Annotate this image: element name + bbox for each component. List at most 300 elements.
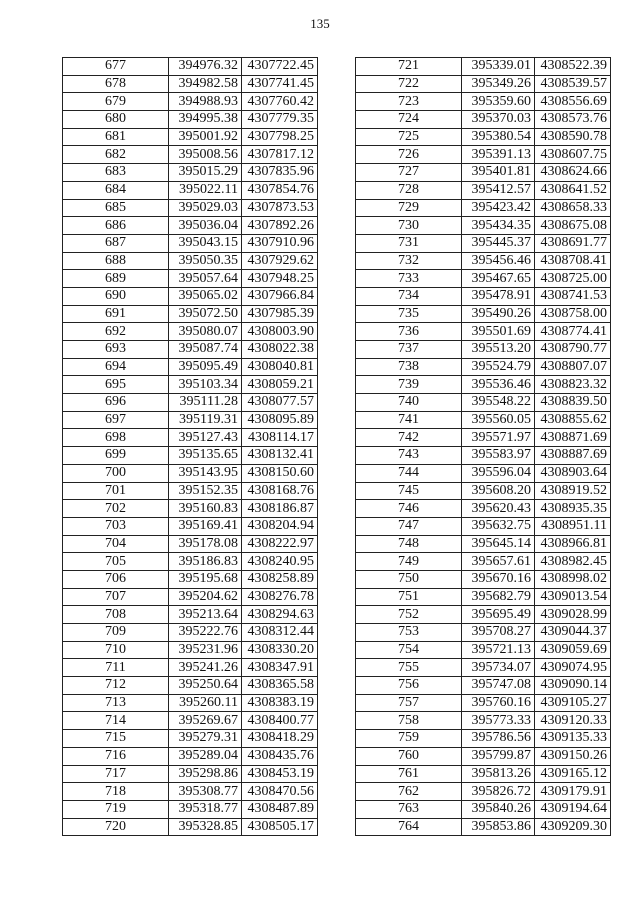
table-row	[356, 677, 611, 695]
point-number-cell: 698	[63, 429, 169, 447]
table-row	[63, 58, 318, 76]
y-coordinate-cell: 4309074.95	[535, 659, 611, 677]
x-coordinate-cell: 395608.20	[462, 482, 535, 500]
point-number-cell: 756	[356, 677, 462, 695]
point-number-cell: 730	[356, 217, 462, 235]
table-row	[63, 624, 318, 642]
y-coordinate-cell: 4307798.25	[242, 128, 318, 146]
table-row	[356, 270, 611, 288]
point-number-cell: 688	[63, 252, 169, 270]
y-coordinate-cell: 4308400.77	[242, 712, 318, 730]
table-row	[356, 75, 611, 93]
y-coordinate-cell: 4308453.19	[242, 765, 318, 783]
y-coordinate-cell: 4307779.35	[242, 111, 318, 129]
y-coordinate-cell: 4308774.41	[535, 323, 611, 341]
table-row	[63, 588, 318, 606]
table-row	[63, 270, 318, 288]
x-coordinate-cell: 395571.97	[462, 429, 535, 447]
point-number-cell: 722	[356, 75, 462, 93]
point-number-cell: 695	[63, 376, 169, 394]
x-coordinate-cell: 395490.26	[462, 305, 535, 323]
y-coordinate-cell: 4308855.62	[535, 411, 611, 429]
point-number-cell: 731	[356, 234, 462, 252]
table-row	[356, 341, 611, 359]
point-number-cell: 710	[63, 641, 169, 659]
point-number-cell: 726	[356, 146, 462, 164]
point-number-cell: 714	[63, 712, 169, 730]
point-number-cell: 691	[63, 305, 169, 323]
point-number-cell: 728	[356, 181, 462, 199]
point-number-cell: 682	[63, 146, 169, 164]
table-row	[356, 305, 611, 323]
x-coordinate-cell: 395467.65	[462, 270, 535, 288]
point-number-cell: 690	[63, 287, 169, 305]
y-coordinate-cell: 4308276.78	[242, 588, 318, 606]
table-row	[63, 535, 318, 553]
x-coordinate-cell: 395478.91	[462, 287, 535, 305]
x-coordinate-cell: 395103.34	[169, 376, 242, 394]
point-number-cell: 701	[63, 482, 169, 500]
x-coordinate-cell: 395583.97	[462, 447, 535, 465]
point-number-cell: 740	[356, 394, 462, 412]
x-coordinate-cell: 395289.04	[169, 747, 242, 765]
point-number-cell: 739	[356, 376, 462, 394]
y-coordinate-cell: 4308708.41	[535, 252, 611, 270]
y-coordinate-cell: 4308095.89	[242, 411, 318, 429]
x-coordinate-cell: 395349.26	[462, 75, 535, 93]
y-coordinate-cell: 4308839.50	[535, 394, 611, 412]
y-coordinate-cell: 4309120.33	[535, 712, 611, 730]
table-row	[63, 606, 318, 624]
x-coordinate-cell: 395231.96	[169, 641, 242, 659]
table-row	[356, 500, 611, 518]
x-coordinate-cell: 395169.41	[169, 517, 242, 535]
x-coordinate-cell: 395760.16	[462, 694, 535, 712]
x-coordinate-cell: 395799.87	[462, 747, 535, 765]
point-number-cell: 713	[63, 694, 169, 712]
y-coordinate-cell: 4308330.20	[242, 641, 318, 659]
y-coordinate-cell: 4308741.53	[535, 287, 611, 305]
table-row	[356, 146, 611, 164]
point-number-cell: 745	[356, 482, 462, 500]
point-number-cell: 763	[356, 800, 462, 818]
x-coordinate-cell: 395127.43	[169, 429, 242, 447]
x-coordinate-cell: 395513.20	[462, 341, 535, 359]
y-coordinate-cell: 4307722.45	[242, 58, 318, 76]
table-row	[356, 358, 611, 376]
x-coordinate-cell: 395186.83	[169, 553, 242, 571]
y-coordinate-cell: 4307948.25	[242, 270, 318, 288]
x-coordinate-cell: 395826.72	[462, 783, 535, 801]
y-coordinate-cell: 4308919.52	[535, 482, 611, 500]
y-coordinate-cell: 4309194.64	[535, 800, 611, 818]
table-row	[356, 128, 611, 146]
table-row	[356, 712, 611, 730]
y-coordinate-cell: 4308790.77	[535, 341, 611, 359]
table-row	[356, 234, 611, 252]
x-coordinate-cell: 395178.08	[169, 535, 242, 553]
table-row	[356, 730, 611, 748]
x-coordinate-cell: 395670.16	[462, 570, 535, 588]
point-number-cell: 699	[63, 447, 169, 465]
y-coordinate-cell: 4308807.07	[535, 358, 611, 376]
point-number-cell: 708	[63, 606, 169, 624]
table-row	[63, 517, 318, 535]
y-coordinate-cell: 4308982.45	[535, 553, 611, 571]
point-number-cell: 732	[356, 252, 462, 270]
y-coordinate-cell: 4308871.69	[535, 429, 611, 447]
point-number-cell: 755	[356, 659, 462, 677]
table-row	[63, 482, 318, 500]
y-coordinate-cell: 4308186.87	[242, 500, 318, 518]
y-coordinate-cell: 4308204.94	[242, 517, 318, 535]
table-row	[356, 517, 611, 535]
y-coordinate-cell: 4308114.17	[242, 429, 318, 447]
point-number-cell: 743	[356, 447, 462, 465]
table-row	[356, 323, 611, 341]
table-row	[356, 553, 611, 571]
y-coordinate-cell: 4308312.44	[242, 624, 318, 642]
table-row	[63, 747, 318, 765]
x-coordinate-cell: 395057.64	[169, 270, 242, 288]
y-coordinate-cell: 4308590.78	[535, 128, 611, 146]
table-row	[356, 535, 611, 553]
y-coordinate-cell: 4308725.00	[535, 270, 611, 288]
y-coordinate-cell: 4308539.57	[535, 75, 611, 93]
table-row	[356, 747, 611, 765]
x-coordinate-cell: 395721.13	[462, 641, 535, 659]
x-coordinate-cell: 395548.22	[462, 394, 535, 412]
table-row	[356, 411, 611, 429]
table-row	[63, 75, 318, 93]
table-row	[63, 376, 318, 394]
x-coordinate-cell: 395250.64	[169, 677, 242, 695]
x-coordinate-cell: 395620.43	[462, 500, 535, 518]
point-number-cell: 705	[63, 553, 169, 571]
y-coordinate-cell: 4308365.58	[242, 677, 318, 695]
table-row	[63, 800, 318, 818]
y-coordinate-cell: 4309105.27	[535, 694, 611, 712]
point-number-cell: 678	[63, 75, 169, 93]
x-coordinate-cell: 395241.26	[169, 659, 242, 677]
table-row	[63, 217, 318, 235]
point-number-cell: 692	[63, 323, 169, 341]
x-coordinate-cell: 395423.42	[462, 199, 535, 217]
x-coordinate-cell: 395119.31	[169, 411, 242, 429]
x-coordinate-cell: 395596.04	[462, 464, 535, 482]
point-number-cell: 735	[356, 305, 462, 323]
x-coordinate-cell: 395560.05	[462, 411, 535, 429]
point-number-cell: 715	[63, 730, 169, 748]
x-coordinate-cell: 395050.35	[169, 252, 242, 270]
x-coordinate-cell: 395328.85	[169, 818, 242, 836]
x-coordinate-cell: 395501.69	[462, 323, 535, 341]
x-coordinate-cell: 395456.46	[462, 252, 535, 270]
table-row	[356, 694, 611, 712]
y-coordinate-cell: 4309090.14	[535, 677, 611, 695]
table-row	[63, 712, 318, 730]
table-row	[63, 146, 318, 164]
table-row	[63, 464, 318, 482]
y-coordinate-cell: 4307835.96	[242, 164, 318, 182]
y-coordinate-cell: 4309013.54	[535, 588, 611, 606]
table-row	[63, 111, 318, 129]
y-coordinate-cell: 4308505.17	[242, 818, 318, 836]
x-coordinate-cell: 395380.54	[462, 128, 535, 146]
y-coordinate-cell: 4308418.29	[242, 730, 318, 748]
point-number-cell: 729	[356, 199, 462, 217]
x-coordinate-cell: 395682.79	[462, 588, 535, 606]
y-coordinate-cell: 4308487.89	[242, 800, 318, 818]
x-coordinate-cell: 394976.32	[169, 58, 242, 76]
x-coordinate-cell: 395213.64	[169, 606, 242, 624]
point-number-cell: 716	[63, 747, 169, 765]
x-coordinate-cell: 395308.77	[169, 783, 242, 801]
point-number-cell: 754	[356, 641, 462, 659]
x-coordinate-cell: 395370.03	[462, 111, 535, 129]
y-coordinate-cell: 4308935.35	[535, 500, 611, 518]
x-coordinate-cell: 395318.77	[169, 800, 242, 818]
x-coordinate-cell: 395143.95	[169, 464, 242, 482]
point-number-cell: 681	[63, 128, 169, 146]
x-coordinate-cell: 395269.67	[169, 712, 242, 730]
point-number-cell: 744	[356, 464, 462, 482]
point-number-cell: 750	[356, 570, 462, 588]
table-row	[63, 93, 318, 111]
x-coordinate-cell: 395001.92	[169, 128, 242, 146]
table-row	[63, 677, 318, 695]
table-row	[356, 624, 611, 642]
x-coordinate-cell: 395632.75	[462, 517, 535, 535]
point-number-cell: 764	[356, 818, 462, 836]
table-row	[63, 730, 318, 748]
y-coordinate-cell: 4308470.56	[242, 783, 318, 801]
x-coordinate-cell: 395195.68	[169, 570, 242, 588]
y-coordinate-cell: 4308040.81	[242, 358, 318, 376]
table-row	[63, 305, 318, 323]
x-coordinate-cell: 395036.04	[169, 217, 242, 235]
y-coordinate-cell: 4309179.91	[535, 783, 611, 801]
table-row	[356, 464, 611, 482]
point-number-cell: 753	[356, 624, 462, 642]
y-coordinate-cell: 4307817.12	[242, 146, 318, 164]
point-number-cell: 723	[356, 93, 462, 111]
y-coordinate-cell: 4308059.21	[242, 376, 318, 394]
y-coordinate-cell: 4308998.02	[535, 570, 611, 588]
x-coordinate-cell: 395087.74	[169, 341, 242, 359]
point-number-cell: 736	[356, 323, 462, 341]
y-coordinate-cell: 4308003.90	[242, 323, 318, 341]
x-coordinate-cell: 395657.61	[462, 553, 535, 571]
point-number-cell: 696	[63, 394, 169, 412]
y-coordinate-cell: 4309044.37	[535, 624, 611, 642]
y-coordinate-cell: 4309135.33	[535, 730, 611, 748]
x-coordinate-cell: 395008.56	[169, 146, 242, 164]
y-coordinate-cell: 4307929.62	[242, 252, 318, 270]
y-coordinate-cell: 4307892.26	[242, 217, 318, 235]
x-coordinate-cell: 395708.27	[462, 624, 535, 642]
point-number-cell: 741	[356, 411, 462, 429]
point-number-cell: 751	[356, 588, 462, 606]
point-number-cell: 738	[356, 358, 462, 376]
table-row	[63, 553, 318, 571]
point-number-cell: 686	[63, 217, 169, 235]
x-coordinate-cell: 395279.31	[169, 730, 242, 748]
table-row	[356, 765, 611, 783]
table-row	[63, 128, 318, 146]
x-coordinate-cell: 395359.60	[462, 93, 535, 111]
y-coordinate-cell: 4308951.11	[535, 517, 611, 535]
page-number: 135	[310, 16, 330, 31]
point-number-cell: 727	[356, 164, 462, 182]
table-row	[356, 394, 611, 412]
point-number-cell: 685	[63, 199, 169, 217]
table-row	[63, 641, 318, 659]
table-row	[356, 570, 611, 588]
x-coordinate-cell: 395111.28	[169, 394, 242, 412]
point-number-cell: 702	[63, 500, 169, 518]
table-row	[63, 411, 318, 429]
point-number-cell: 759	[356, 730, 462, 748]
y-coordinate-cell: 4308258.89	[242, 570, 318, 588]
table-row	[356, 588, 611, 606]
point-number-cell: 687	[63, 234, 169, 252]
table-row	[63, 429, 318, 447]
y-coordinate-cell: 4307873.53	[242, 199, 318, 217]
y-coordinate-cell: 4307760.42	[242, 93, 318, 111]
point-number-cell: 760	[356, 747, 462, 765]
point-number-cell: 689	[63, 270, 169, 288]
point-number-cell: 748	[356, 535, 462, 553]
table-row	[63, 234, 318, 252]
table-row	[356, 217, 611, 235]
y-coordinate-cell: 4308077.57	[242, 394, 318, 412]
y-coordinate-cell: 4309150.26	[535, 747, 611, 765]
x-coordinate-cell: 395222.76	[169, 624, 242, 642]
x-coordinate-cell: 395695.49	[462, 606, 535, 624]
point-number-cell: 704	[63, 535, 169, 553]
x-coordinate-cell: 395065.02	[169, 287, 242, 305]
table-row	[356, 287, 611, 305]
table-row	[356, 482, 611, 500]
y-coordinate-cell: 4308556.69	[535, 93, 611, 111]
x-coordinate-cell: 395260.11	[169, 694, 242, 712]
y-coordinate-cell: 4308347.91	[242, 659, 318, 677]
point-number-cell: 725	[356, 128, 462, 146]
table-row	[63, 570, 318, 588]
point-number-cell: 747	[356, 517, 462, 535]
y-coordinate-cell: 4309209.30	[535, 818, 611, 836]
point-number-cell: 694	[63, 358, 169, 376]
x-coordinate-cell: 395022.11	[169, 181, 242, 199]
y-coordinate-cell: 4308435.76	[242, 747, 318, 765]
table-row	[63, 181, 318, 199]
table-row	[63, 252, 318, 270]
y-coordinate-cell: 4308758.00	[535, 305, 611, 323]
x-coordinate-cell: 395434.35	[462, 217, 535, 235]
y-coordinate-cell: 4308573.76	[535, 111, 611, 129]
point-number-cell: 761	[356, 765, 462, 783]
y-coordinate-cell: 4308887.69	[535, 447, 611, 465]
x-coordinate-cell: 395339.01	[462, 58, 535, 76]
x-coordinate-cell: 395840.26	[462, 800, 535, 818]
point-number-cell: 758	[356, 712, 462, 730]
x-coordinate-cell: 394982.58	[169, 75, 242, 93]
table-row	[356, 164, 611, 182]
point-number-cell: 677	[63, 58, 169, 76]
coordinate-table-left	[62, 57, 318, 836]
point-number-cell: 707	[63, 588, 169, 606]
y-coordinate-cell: 4307741.45	[242, 75, 318, 93]
point-number-cell: 679	[63, 93, 169, 111]
y-coordinate-cell: 4307854.76	[242, 181, 318, 199]
point-number-cell: 752	[356, 606, 462, 624]
x-coordinate-cell: 395401.81	[462, 164, 535, 182]
table-row	[63, 818, 318, 836]
table-row	[356, 659, 611, 677]
y-coordinate-cell: 4308966.81	[535, 535, 611, 553]
x-coordinate-cell: 395813.26	[462, 765, 535, 783]
y-coordinate-cell: 4308294.63	[242, 606, 318, 624]
table-row	[356, 641, 611, 659]
y-coordinate-cell: 4308903.64	[535, 464, 611, 482]
point-number-cell: 720	[63, 818, 169, 836]
table-row	[356, 252, 611, 270]
point-number-cell: 749	[356, 553, 462, 571]
table-row	[63, 694, 318, 712]
table-row	[63, 358, 318, 376]
x-coordinate-cell: 395072.50	[169, 305, 242, 323]
point-number-cell: 697	[63, 411, 169, 429]
point-number-cell: 718	[63, 783, 169, 801]
point-number-cell: 733	[356, 270, 462, 288]
table-row	[63, 287, 318, 305]
x-coordinate-cell: 395015.29	[169, 164, 242, 182]
point-number-cell: 737	[356, 341, 462, 359]
y-coordinate-cell: 4307966.84	[242, 287, 318, 305]
point-number-cell: 706	[63, 570, 169, 588]
table-row	[356, 800, 611, 818]
point-number-cell: 717	[63, 765, 169, 783]
x-coordinate-cell: 394995.38	[169, 111, 242, 129]
y-coordinate-cell: 4308168.76	[242, 482, 318, 500]
point-number-cell: 703	[63, 517, 169, 535]
table-row	[63, 783, 318, 801]
table-row	[356, 783, 611, 801]
y-coordinate-cell: 4308675.08	[535, 217, 611, 235]
x-coordinate-cell: 395786.56	[462, 730, 535, 748]
point-number-cell: 700	[63, 464, 169, 482]
x-coordinate-cell: 395204.62	[169, 588, 242, 606]
coordinate-table-right	[355, 57, 611, 836]
point-number-cell: 711	[63, 659, 169, 677]
x-coordinate-cell: 395095.49	[169, 358, 242, 376]
point-number-cell: 746	[356, 500, 462, 518]
x-coordinate-cell: 395645.14	[462, 535, 535, 553]
point-number-cell: 719	[63, 800, 169, 818]
x-coordinate-cell: 395412.57	[462, 181, 535, 199]
x-coordinate-cell: 395298.86	[169, 765, 242, 783]
y-coordinate-cell: 4308823.32	[535, 376, 611, 394]
point-number-cell: 683	[63, 164, 169, 182]
table-row	[356, 429, 611, 447]
y-coordinate-cell: 4307910.96	[242, 234, 318, 252]
y-coordinate-cell: 4308240.95	[242, 553, 318, 571]
table-row	[63, 500, 318, 518]
table-row	[63, 394, 318, 412]
y-coordinate-cell: 4308658.33	[535, 199, 611, 217]
table-row	[356, 111, 611, 129]
